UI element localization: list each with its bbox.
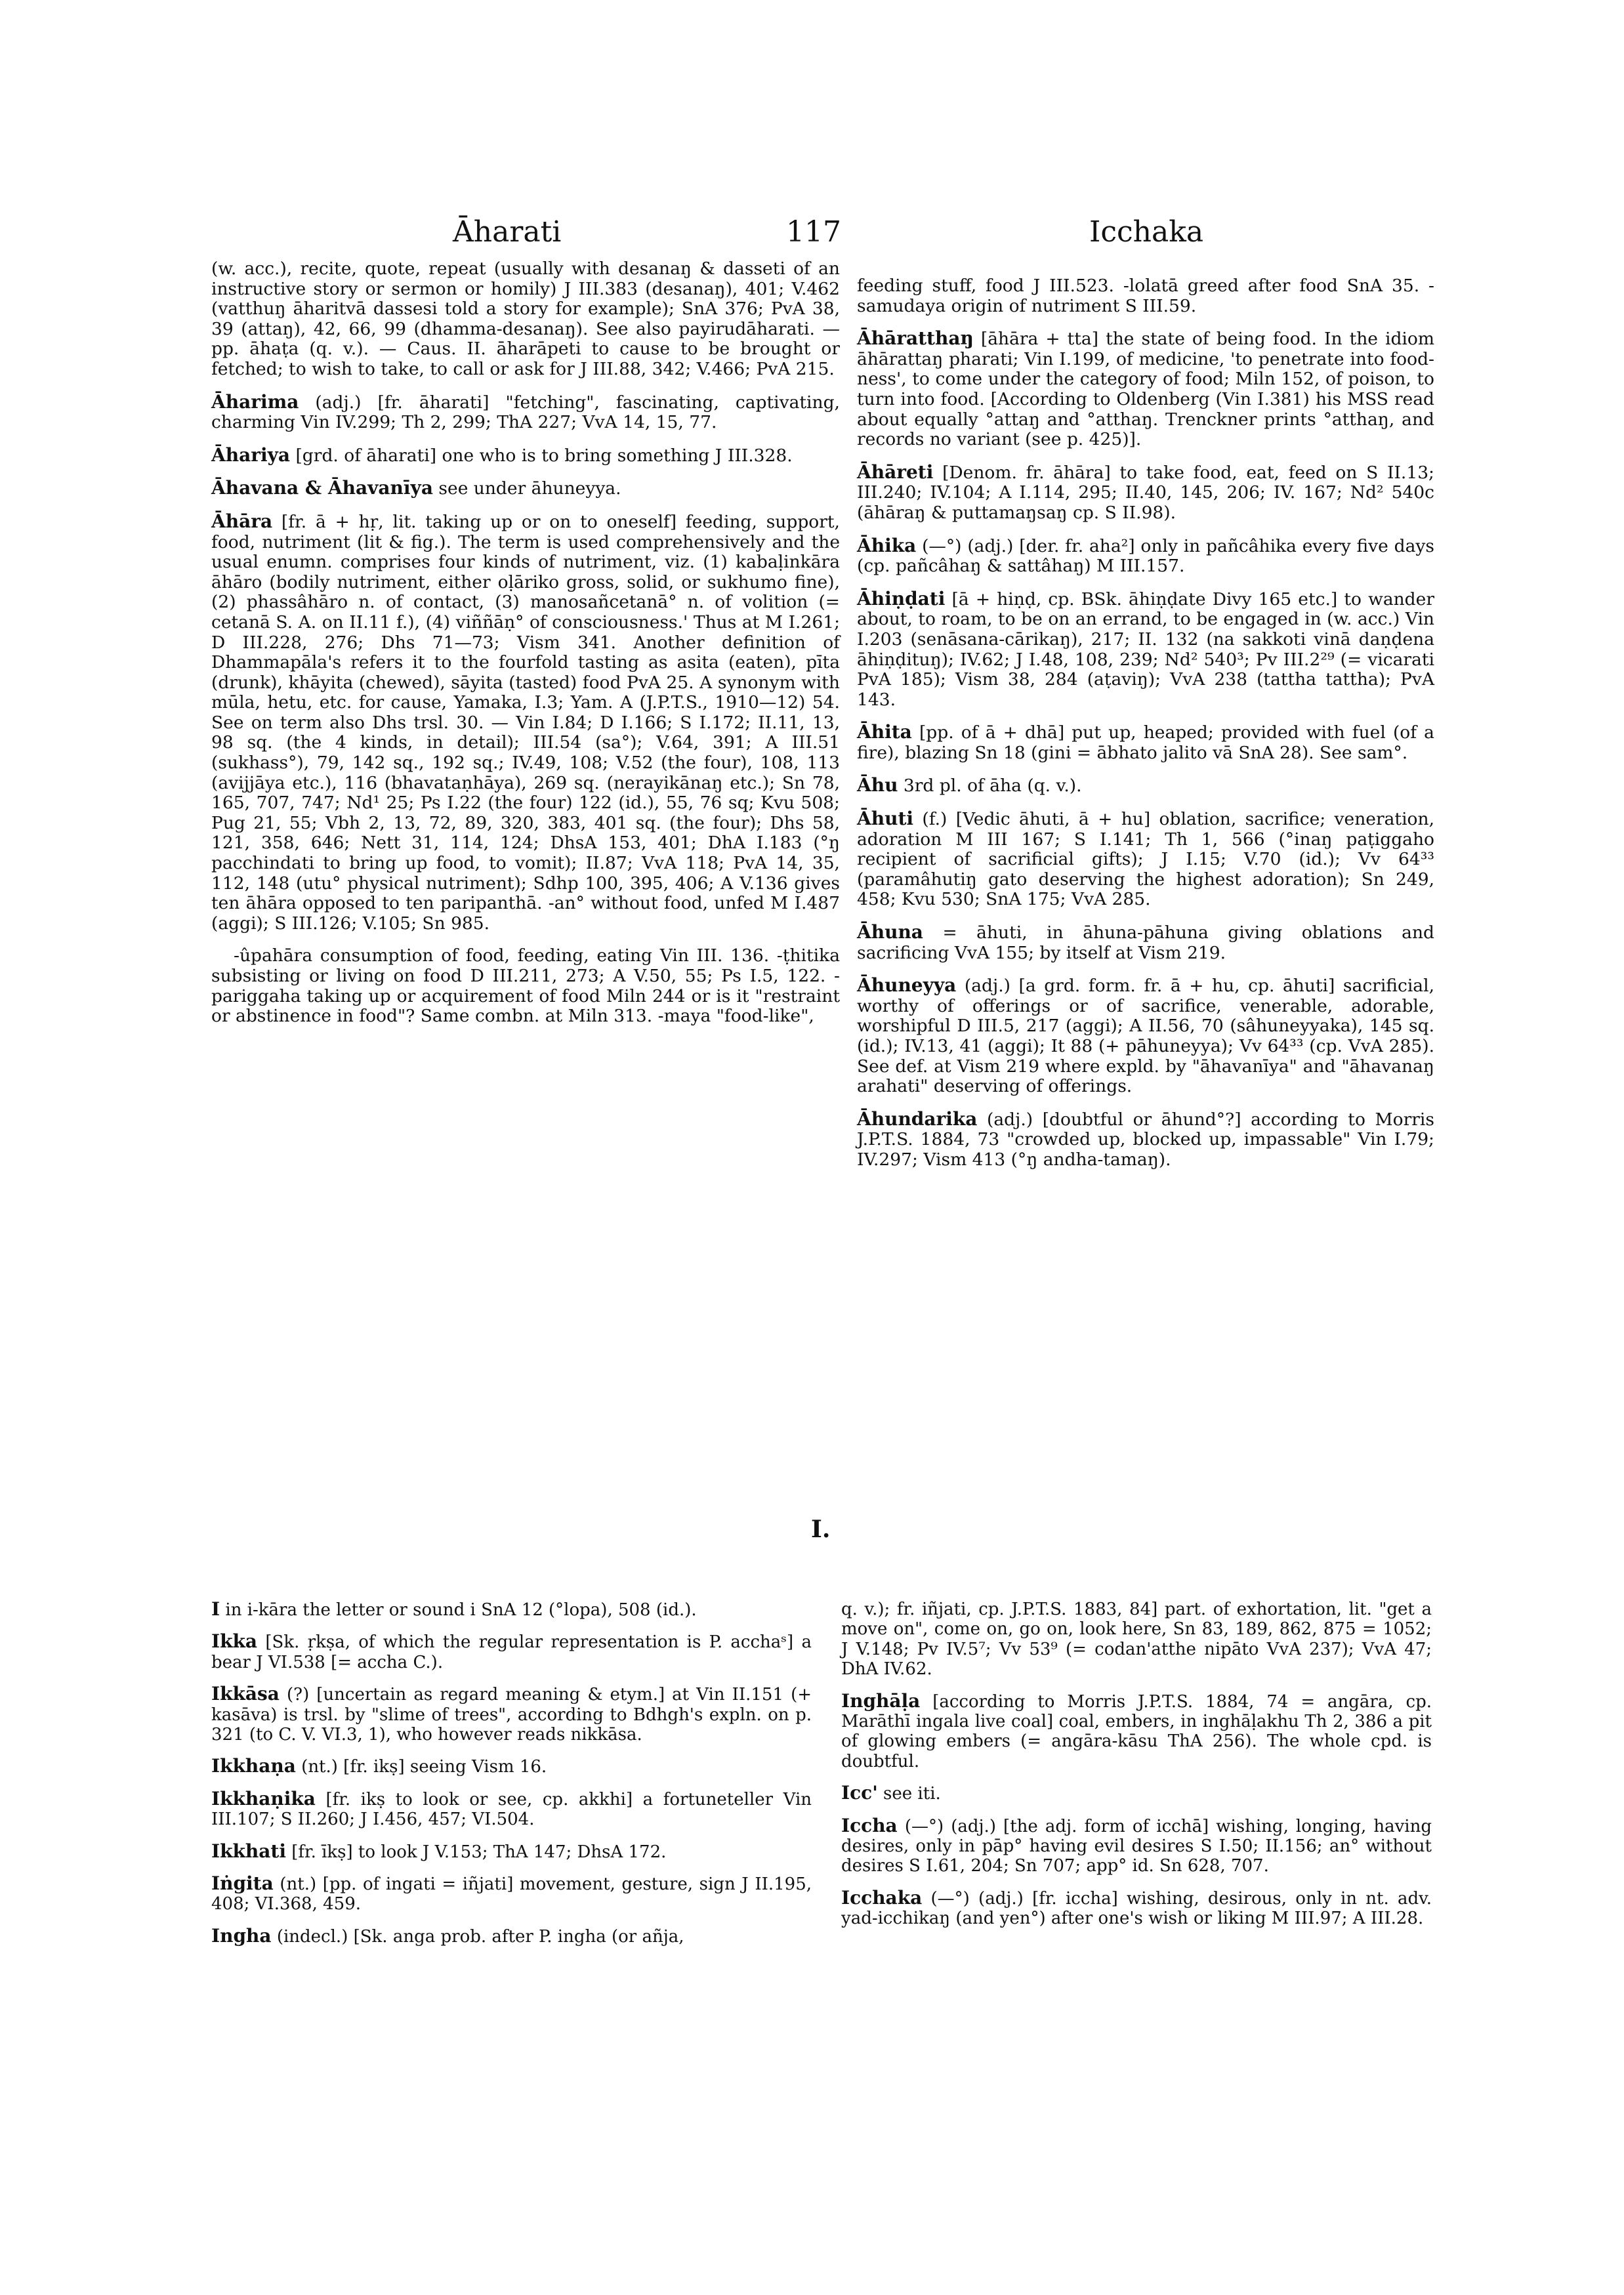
entry-text: in i-kāra the letter or sound i SnA 12 (°lopa), 508 (id.).	[225, 1600, 697, 1620]
entry-headword: Icc'	[841, 1782, 878, 1804]
entry-headword: Āhiṇḍati	[857, 587, 946, 610]
dictionary-entry	[857, 775, 1434, 796]
entry-text: [fr. ikṣ to look or see, cp. akkhi] a fortuneteller Vin III.107; S II.260; J I.456, 457; VI.504.	[211, 1789, 812, 1830]
entry-text: (adj.) [fr. āharati] "fetching", fascinating, captivating, charming Vin IV.299; Th 2, 299; ThA 227; VvA 14, 15, 77.	[211, 392, 840, 433]
dictionary-entry	[841, 1783, 1432, 1804]
entry-headword: Āhāra	[211, 510, 273, 532]
entry-headword: Āhuneyya	[857, 974, 957, 997]
entry-headword: Ikkhaṇa	[211, 1755, 296, 1777]
dictionary-entry	[211, 946, 840, 1026]
entry-text: [fr. ā + hṛ, lit. taking up or on to oneself] feeding, support, food, nutriment (lit & fig.). The term is used comprehensively and the usual enumn. comprises four kinds of nutriment, viz. (1) kabaḷinkāra āhāro (bodily nutriment, either oḷāriko gross, solid, or sukhumo fine), (2) phassâhāro n. of contact, (3) manosañcetanā° n. of volition (= cetanā S. A. on II.11 f.), (4) viññāṇ° of consciousness.' Thus at M I.261; D III.228, 276; Dhs 71—73; Vism 341. Another definition of Dhammapāla's refers it to the fourfold tasting as asita (eaten), pīta (drunk), khāyita (chewed), sāyita (tasted) food PvA 25. A synonym with mūla, hetu, etc. for cause, Yamaka, I.3; Yam. A (J.P.T.S., 1910—12) 54. See on term also Dhs trsl. 30. — Vin I.84; D I.166; S I.172; II.11, 13, 98 sq. (the 4 kinds, in detail); III.54 (sa°); V.64, 391; A III.51 (sukhass°), 79, 142 sq., 192 sq.; IV.49, 108; V.52 (the four), 108, 113 (avijjāya etc.), 116 (bhavataṇhāya), 269 sq. (nerayikānaŋ etc.); Sn 78, 165, 707, 747; Nd¹ 25; Ps I.22 (the four) 122 (id.), 55, 76 sq; Kvu 508; Pug 21, 55; Vbh 2, 13, 72, 89, 320, 383, 401 sq. (the four); Dhs 58, 121, 358, 646; Nett 31, 114, 124; DhsA 153, 401; DhA I.183 (°ŋ pacchindati to bring up food, to vomit); II.87; VvA 118; PvA 14, 35, 112, 148 (utu° physical nutriment); Sdhp 100, 395, 406; A V.136 gives ten āhāra opposed to ten paripanthā. -an° without food, unfed M I.487 (aggi); S III.126; V.105; Sn 985.	[211, 511, 840, 934]
dictionary-entry	[857, 1109, 1434, 1170]
dictionary-entry	[857, 329, 1434, 450]
entry-headword: Āharima	[211, 390, 299, 413]
dictionary-entry	[211, 1684, 812, 1745]
entry-text: [ā + hiṇḍ, cp. BSk. āhiṇḍate Divy 165 etc.] to wander about, to roam, to be on an errand, to be engaged in (w. acc.) Vin I.203 (senāsana-cārikaŋ), 217; II. 132 (na sakkoti vinā daṇḍena āhiṇḍituŋ); IV.62; J I.48, 108, 239; Nd² 540³; Pv III.2²⁹ (= vicarati PvA 185); Vism 38, 284 (aṭaviŋ); VvA 238 (tattha tattha); PvA 143.	[857, 589, 1434, 710]
section-letter: I.	[811, 1516, 831, 1543]
entry-text: (adj.) [doubtful or āhund°?] according to Morris J.P.T.S. 1884, 73 "crowded up, blocked up, impassable" Vin I.79; IV.297; Vism 413 (°ŋ andha-tamaŋ).	[857, 1109, 1434, 1170]
dictionary-entry	[857, 922, 1434, 963]
entry-text: feeding stuff, food J III.523. -lolatā greed after food SnA 35. -samudaya origin of nutriment S III.59.	[857, 276, 1434, 316]
dictionary-entry	[211, 392, 840, 433]
dictionary-entry	[211, 259, 840, 380]
dictionary-entry	[211, 1632, 812, 1672]
page-number: 117	[786, 215, 841, 249]
entry-headword: Āhariya	[211, 444, 291, 466]
entry-text: (nt.) [pp. of ingati = iñjati] movement, gesture, sign J II.195, 408; VI.368, 459.	[211, 1874, 812, 1914]
entry-text: [Sk. ṛkṣa, of which the regular representation is P. acchaˢ] a bear J VI.538 [= accha C.).	[211, 1632, 812, 1672]
entry-headword: Inghāḷa	[841, 1689, 921, 1712]
entry-headword: Āhāratthaŋ	[857, 327, 974, 350]
dictionary-entry	[841, 1816, 1432, 1876]
dictionary-entry	[857, 463, 1434, 524]
entry-text: (—°) (adj.) [der. fr. aha²] only in pañcâhika every five days (cp. pañcâhaŋ & sattâhaŋ) M III.157.	[857, 535, 1434, 577]
entry-headword: Āhu	[857, 774, 898, 796]
entry-headword: Icchaka	[841, 1886, 923, 1909]
header-left: Āharati	[453, 215, 562, 249]
entry-headword: Ikkhaṇika	[211, 1787, 316, 1809]
entry-text: [fr. īkṣ] to look J V.153; ThA 147; DhsA 172.	[291, 1842, 667, 1862]
entry-text: (adj.) [a grd. form. fr. ā + hu, cp. āhuti] sacrificial, worthy of offerings or of sacrifice, venerable, adorable, worshipful D III.5, 217 (aggi); A II.56, 70 (sâhuneyyaka), 145 sq. (id.); IV.13, 41 (aggi); It 88 (+ pāhuneyya); Vv 64³³ (cp. VvA 285). See def. at Vism 219 where expld. by "āhavanīya" and "āhavanaŋ arahati" deserving of offerings.	[857, 976, 1434, 1097]
dictionary-entry	[211, 1756, 812, 1777]
dictionary-entry	[211, 478, 840, 499]
entry-text: (w. acc.), recite, quote, repeat (usually with desanaŋ & dasseti of an instructive story or sermon or homily) J III.383 (desanaŋ), 401; V.462 (vatthuŋ āharitvā dassesi told a story for example); SnA 376; PvA 38, 39 (attaŋ), 42, 66, 99 (dhamma-desanaŋ). See also payirudāharati. — pp. āhaṭa (q. v.). — Caus. II. āharāpeti to cause to be brought or fetched; to wish to take, to call or ask for J III.88, 342; V.466; PvA 215.	[211, 258, 840, 379]
dictionary-entry	[857, 276, 1434, 316]
column-top-left	[211, 259, 840, 1039]
entry-text: q. v.); fr. iñjati, cp. J.P.T.S. 1883, 84] part. of exhortation, lit. "get a move on", come on, go on, look here, Sn 83, 189, 862, 875 = 1052; J V.148; Pv IV.5⁷; Vv 53⁹ (= codan'atthe nipāto VvA 237); VvA 47; DhA IV.62.	[841, 1600, 1432, 1680]
dictionary-entry	[841, 1600, 1432, 1680]
column-bottom-right	[841, 1600, 1432, 1941]
entry-headword: Āhuna	[857, 921, 923, 943]
entry-text: 3rd pl. of āha (q. v.).	[903, 775, 1082, 796]
entry-headword: Ikkhati	[211, 1840, 286, 1862]
entry-headword: Iccha	[841, 1814, 898, 1836]
column-bottom-left	[211, 1600, 812, 1958]
entry-text: (—°) (adj.) [the adj. form of icchā] wishing, longing, having desires, only in pāp° having evil desires S I.50; II.156; an° without desires S I.61, 204; Sn 707; app° id. Sn 628, 707.	[841, 1816, 1432, 1876]
dictionary-entry	[841, 1691, 1432, 1772]
dictionary-entry	[211, 1874, 812, 1914]
entry-text: -ûpahāra consumption of food, feeding, eating Vin III. 136. -ṭhitika subsisting or living on food D III.211, 273; A V.50, 55; Ps I.5, 122. -pariggaha taking up or acquirement of food Miln 244 or is it "restraint or abstinence in food"? Same combn. at Miln 313. -maya "food-like",	[211, 945, 840, 1027]
dictionary-entry	[211, 512, 840, 934]
entry-text: see iti.	[883, 1784, 941, 1804]
dictionary-entry	[841, 1888, 1432, 1929]
entry-headword: Āhavana & Āhavanīya	[211, 477, 433, 499]
dictionary-entry	[857, 722, 1434, 763]
entry-text: (indecl.) [Sk. anga prob. after P. ingha (or añja,	[276, 1926, 684, 1947]
entry-headword: Iṅgita	[211, 1872, 274, 1895]
header-right: Icchaka	[1089, 215, 1204, 249]
entry-headword: Āhundarika	[857, 1107, 978, 1130]
entry-text: [according to Morris J.P.T.S. 1884, 74 = angāra, cp. Marāthī ingala live coal] coal, embers, in inghāḷakhu Th 2, 386 a pit of glowing embers (= angāra-kāsu ThA 256). The whole cpd. is doubtful.	[841, 1691, 1432, 1771]
entry-text: [pp. of ā + dhā] put up, heaped; provided with fuel (of a fire), blazing Sn 18 (gini = ābhato jalito vā SnA 28). See sam°.	[857, 722, 1434, 763]
entry-headword: Āhuti	[857, 808, 914, 830]
entry-headword: Āhika	[857, 534, 917, 556]
dictionary-entry	[857, 589, 1434, 711]
entry-headword: Ingha	[211, 1924, 272, 1947]
entry-headword: Āhita	[857, 721, 912, 743]
entry-headword: Ikka	[211, 1630, 258, 1653]
entry-text: (—°) (adj.) [fr. iccha] wishing, desirous, only in nt. adv. yad-icchikaŋ (and yen°) after one's wish or liking M III.97; A III.28.	[841, 1888, 1432, 1929]
entry-text: [Denom. fr. āhāra] to take food, eat, feed on S II.13; III.240; IV.104; A I.114, 295; II.40, 145, 206; IV. 167; Nd² 540c (āhāraŋ & puttamaŋsaŋ cp. S II.98).	[857, 462, 1434, 523]
dictionary-entry	[211, 1842, 812, 1862]
entry-headword: Ikkāsa	[211, 1683, 280, 1705]
dictionary-entry	[211, 445, 840, 466]
dictionary-entry	[857, 976, 1434, 1097]
entry-text: (?) [uncertain as regard meaning & etym.] at Vin II.151 (+ kasāva) is trsl. by "slime of trees", according to Bdhgh's expln. on p. 321 (to C. V. VI.3, 1), who however reads nikkāsa.	[211, 1685, 812, 1745]
entry-text: (f.) [Vedic āhuti, ā + hu] oblation, sacrifice; veneration, adoration M III 167; S I.141; Th 1, 566 (°inaŋ paṭiggaho recipient of sacrificial gifts); J I.15; V.70 (id.); Vv 64³³ (paramâhutiŋ gato deserving the highest adoration); Sn 249, 458; Kvu 530; SnA 175; VvA 285.	[857, 809, 1434, 910]
entry-headword: Āhāreti	[857, 461, 934, 483]
entry-text: (nt.) [fr. ikṣ] seeing Vism 16.	[301, 1757, 547, 1777]
entry-headword: I	[211, 1598, 220, 1620]
entry-text: [grd. of āharati] one who is to bring something J III.328.	[295, 445, 793, 466]
dictionary-entry	[211, 1926, 812, 1947]
dictionary-entry	[211, 1600, 812, 1620]
column-top-right	[857, 276, 1434, 1183]
dictionary-entry	[857, 809, 1434, 910]
dictionary-entry	[857, 536, 1434, 577]
entry-text: [āhāra + tta] the state of being food. In the idiom āhārattaŋ pharati; Vin I.199, of medicine, 'to penetrate into food-ness', to come under the category of food; Miln 152, of poison, to turn into food. [According to Oldenberg (Vin I.381) his MSS read about equally °attaŋ and °atthaŋ. Trenckner prints °atthaŋ, and records no variant (see p. 425)].	[857, 329, 1434, 450]
entry-text: = āhuti, in āhuna-pāhuna giving oblations and sacrificing VvA 155; by itself at Vism 219.	[857, 922, 1434, 963]
entry-text: see under āhuneyya.	[438, 478, 621, 499]
dictionary-entry	[211, 1789, 812, 1830]
